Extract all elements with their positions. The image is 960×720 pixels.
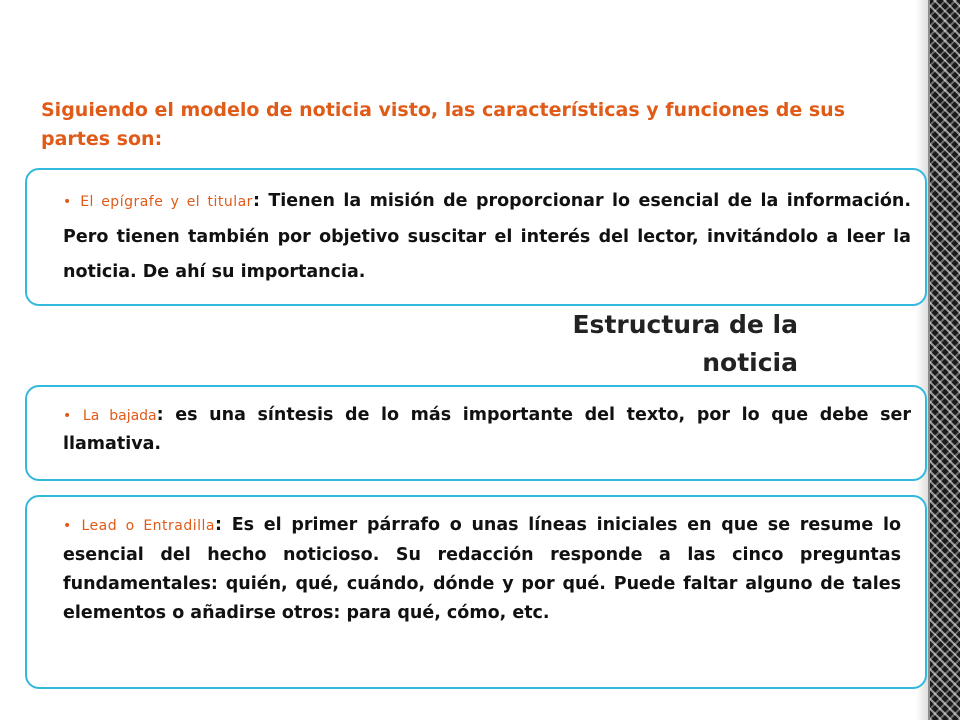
bullet-lead-entradilla xyxy=(63,511,901,628)
bullet-dot: • xyxy=(63,408,72,424)
bullet-term: Lead o Entradilla xyxy=(81,518,215,534)
slide-heading: Siguiendo el modelo de noticia visto, las características y funciones de sus partes son: xyxy=(41,99,846,150)
bullet-text: Tienen la misión de proporcionar lo esencial de la información. Pero tienen también por objetivo suscitar el interés del lector, invitándolo a leer la noticia. De ahí su importancia. xyxy=(63,191,911,282)
bullet-colon: : xyxy=(156,405,164,425)
bullet-term: El epígrafe y el titular xyxy=(80,194,253,210)
decorative-border-strip xyxy=(930,0,960,720)
bullet-dot: • xyxy=(63,194,72,210)
bullet-dot: • xyxy=(63,518,72,534)
bullet-epigrafe-titular xyxy=(63,184,911,290)
card-bajada xyxy=(25,385,927,481)
bullet-text: es una síntesis de lo más importante del texto, por lo que debe ser llamativa. xyxy=(63,405,912,454)
bullet-bajada xyxy=(63,401,911,458)
bullet-colon: : xyxy=(252,191,260,211)
bullet-term: La bajada xyxy=(82,408,157,424)
card-lead-entradilla xyxy=(25,495,927,689)
title-box xyxy=(520,306,798,388)
bullet-text: Es el primer párrafo o unas líneas iniciales en que se resume lo esencial del hecho noticioso. Su redacción responde a las cinco preguntas fundamentales: quién, qué, cuándo, dónde y por qué. Puede faltar alguno de tales elementos o añadirse otros: para qué, cómo, etc. xyxy=(63,515,902,623)
card-epigrafe-titular xyxy=(25,168,927,306)
slide-title: Estructura de la noticia xyxy=(572,310,798,377)
bullet-colon: : xyxy=(215,515,222,535)
